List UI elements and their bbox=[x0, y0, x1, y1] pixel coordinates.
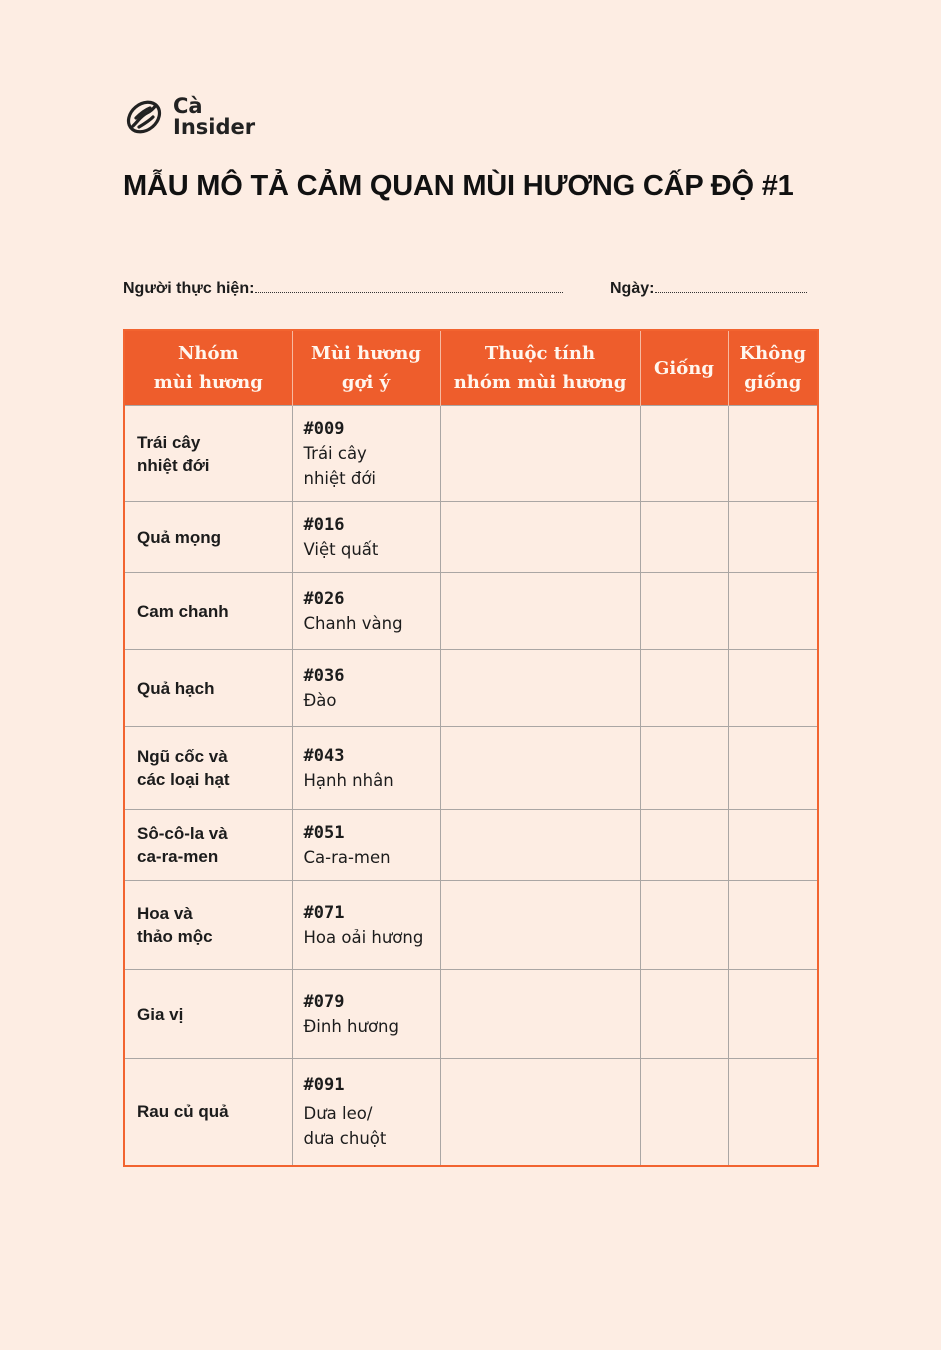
same-cell[interactable] bbox=[640, 573, 728, 650]
table-row bbox=[124, 573, 818, 650]
table-row bbox=[124, 810, 818, 881]
group-cell: Ngũ cốc và các loại hạt bbox=[124, 727, 292, 810]
attribute-cell[interactable] bbox=[440, 810, 640, 881]
date-field[interactable] bbox=[610, 280, 807, 298]
same-cell[interactable] bbox=[640, 727, 728, 810]
different-cell[interactable] bbox=[728, 406, 818, 502]
attribute-cell[interactable] bbox=[440, 650, 640, 727]
same-cell[interactable] bbox=[640, 970, 728, 1059]
attribute-cell[interactable] bbox=[440, 406, 640, 502]
table-row bbox=[124, 881, 818, 970]
attribute-cell[interactable] bbox=[440, 970, 640, 1059]
date-line[interactable] bbox=[655, 280, 807, 293]
group-cell: Rau củ quả bbox=[124, 1059, 292, 1166]
same-cell[interactable] bbox=[640, 810, 728, 881]
brand-line-2: Insider bbox=[173, 115, 256, 139]
header-different: Không giống bbox=[728, 330, 818, 406]
different-cell[interactable] bbox=[728, 650, 818, 727]
different-cell[interactable] bbox=[728, 970, 818, 1059]
different-cell[interactable] bbox=[728, 573, 818, 650]
brand-name bbox=[173, 96, 255, 138]
brand-logo bbox=[123, 96, 255, 138]
same-cell[interactable] bbox=[640, 502, 728, 573]
aroma-cell: #071 Hoa oải hương bbox=[292, 881, 440, 970]
aroma-cell: #036 Đào bbox=[292, 650, 440, 727]
page-title: MẪU MÔ TẢ CẢM QUAN MÙI HƯƠNG CẤP ĐỘ #1 bbox=[123, 170, 794, 202]
group-cell: Quả hạch bbox=[124, 650, 292, 727]
table-row bbox=[124, 650, 818, 727]
same-cell[interactable] bbox=[640, 650, 728, 727]
date-label: Ngày: bbox=[610, 280, 655, 297]
performer-line[interactable] bbox=[255, 280, 563, 293]
aroma-table bbox=[123, 329, 819, 1167]
different-cell[interactable] bbox=[728, 1059, 818, 1166]
performer-field[interactable] bbox=[123, 280, 563, 298]
different-cell[interactable] bbox=[728, 881, 818, 970]
header-same: Giống bbox=[640, 330, 728, 406]
group-cell: Gia vị bbox=[124, 970, 292, 1059]
same-cell[interactable] bbox=[640, 406, 728, 502]
aroma-cell: #091 Dưa leo/ dưa chuột bbox=[292, 1059, 440, 1166]
brand-line-1: Cà bbox=[173, 94, 203, 118]
attribute-cell[interactable] bbox=[440, 502, 640, 573]
aroma-cell: #079 Đinh hương bbox=[292, 970, 440, 1059]
aroma-cell: #016 Việt quất bbox=[292, 502, 440, 573]
header-attribute: Thuộc tính nhóm mùi hương bbox=[440, 330, 640, 406]
aroma-cell: #043 Hạnh nhân bbox=[292, 727, 440, 810]
header-group: Nhóm mùi hương bbox=[124, 330, 292, 406]
group-cell: Quả mọng bbox=[124, 502, 292, 573]
same-cell[interactable] bbox=[640, 881, 728, 970]
aroma-cell: #026 Chanh vàng bbox=[292, 573, 440, 650]
table-row bbox=[124, 727, 818, 810]
different-cell[interactable] bbox=[728, 502, 818, 573]
attribute-cell[interactable] bbox=[440, 1059, 640, 1166]
table-header-row bbox=[124, 330, 818, 406]
table-row bbox=[124, 1059, 818, 1166]
same-cell[interactable] bbox=[640, 1059, 728, 1166]
header-aroma: Mùi hương gợi ý bbox=[292, 330, 440, 406]
attribute-cell[interactable] bbox=[440, 727, 640, 810]
group-cell: Sô-cô-la và ca-ra-men bbox=[124, 810, 292, 881]
table-row bbox=[124, 406, 818, 502]
attribute-cell[interactable] bbox=[440, 881, 640, 970]
different-cell[interactable] bbox=[728, 727, 818, 810]
different-cell[interactable] bbox=[728, 810, 818, 881]
table-row bbox=[124, 502, 818, 573]
group-cell: Hoa và thảo mộc bbox=[124, 881, 292, 970]
aroma-cell: #051 Ca-ra-men bbox=[292, 810, 440, 881]
group-cell: Cam chanh bbox=[124, 573, 292, 650]
table-row bbox=[124, 970, 818, 1059]
coffee-bean-icon bbox=[123, 96, 165, 138]
attribute-cell[interactable] bbox=[440, 573, 640, 650]
performer-label: Người thực hiện: bbox=[123, 280, 255, 297]
aroma-cell: #009 Trái cây nhiệt đới bbox=[292, 406, 440, 502]
group-cell: Trái cây nhiệt đới bbox=[124, 406, 292, 502]
